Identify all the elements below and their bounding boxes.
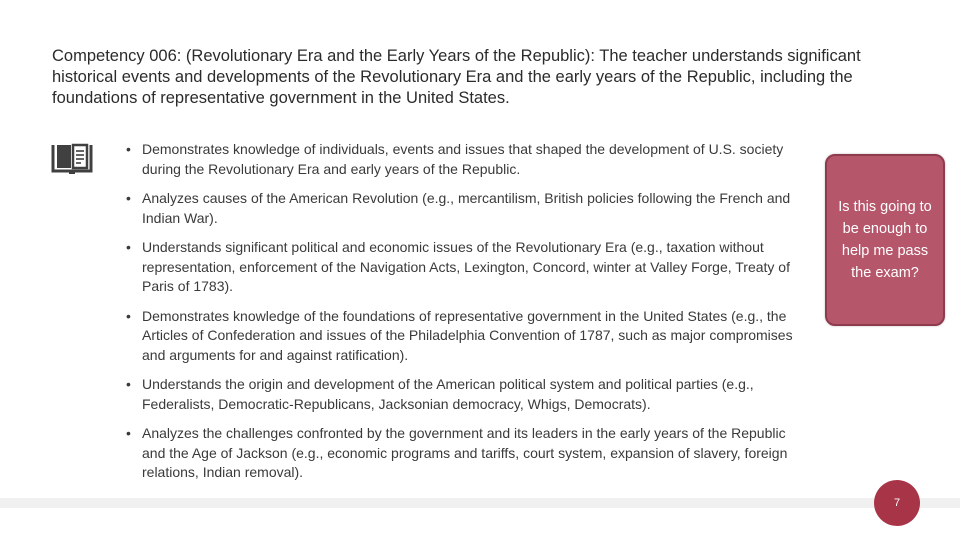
slide-title: Competency 006: (Revolutionary Era and the Early Years of the Republic): The teacher understands significant historical events and developments of the Revolutionary Era and the early years of the Republic, including the foundations of representative government in the United States. [52, 47, 861, 107]
open-book-icon [50, 142, 94, 176]
question-callout [825, 154, 945, 326]
bullet-item: • Demonstrates knowledge of the foundations of representative government in the United States (e.g., the Articles of Confederation and issues of the Philadelphia Convention of 1787, such as major compromises and arguments for and against ratification). [124, 307, 800, 366]
page-number-badge [874, 480, 920, 526]
page-number: 7 [893, 497, 901, 509]
bullet-item: • Demonstrates knowledge of individuals, events and issues that shaped the development of U.S. society during the Revolutionary Era and early years of the Republic. [124, 140, 800, 179]
bullet-item: • Analyzes the challenges confronted by the government and its leaders in the early years of the Republic and the Age of Jackson (e.g., economic programs and tariffs, court system, expansion of slavery, foreign relations, Indian removal). [124, 424, 800, 483]
bullet-item: • Analyzes causes of the American Revolution (e.g., mercantilism, British policies following the French and Indian War). [124, 189, 800, 228]
competency-bullet-list [124, 140, 800, 493]
bullet-item: • Understands the origin and development of the American political system and political parties (e.g., Federalists, Democratic-Republicans, Jacksonian democracy, Whigs, Democrats). [124, 375, 800, 414]
bullet-item: • Understands significant political and economic issues of the Revolutionary Era (e.g., taxation without representation, enforcement of the Navigation Acts, Lexington, Concord, winter at Valley Forge, Treaty of Paris of 1783). [124, 238, 800, 297]
footer-bar [0, 498, 960, 508]
callout-text: Is this going to be enough to help me pass the exam? [838, 199, 932, 281]
